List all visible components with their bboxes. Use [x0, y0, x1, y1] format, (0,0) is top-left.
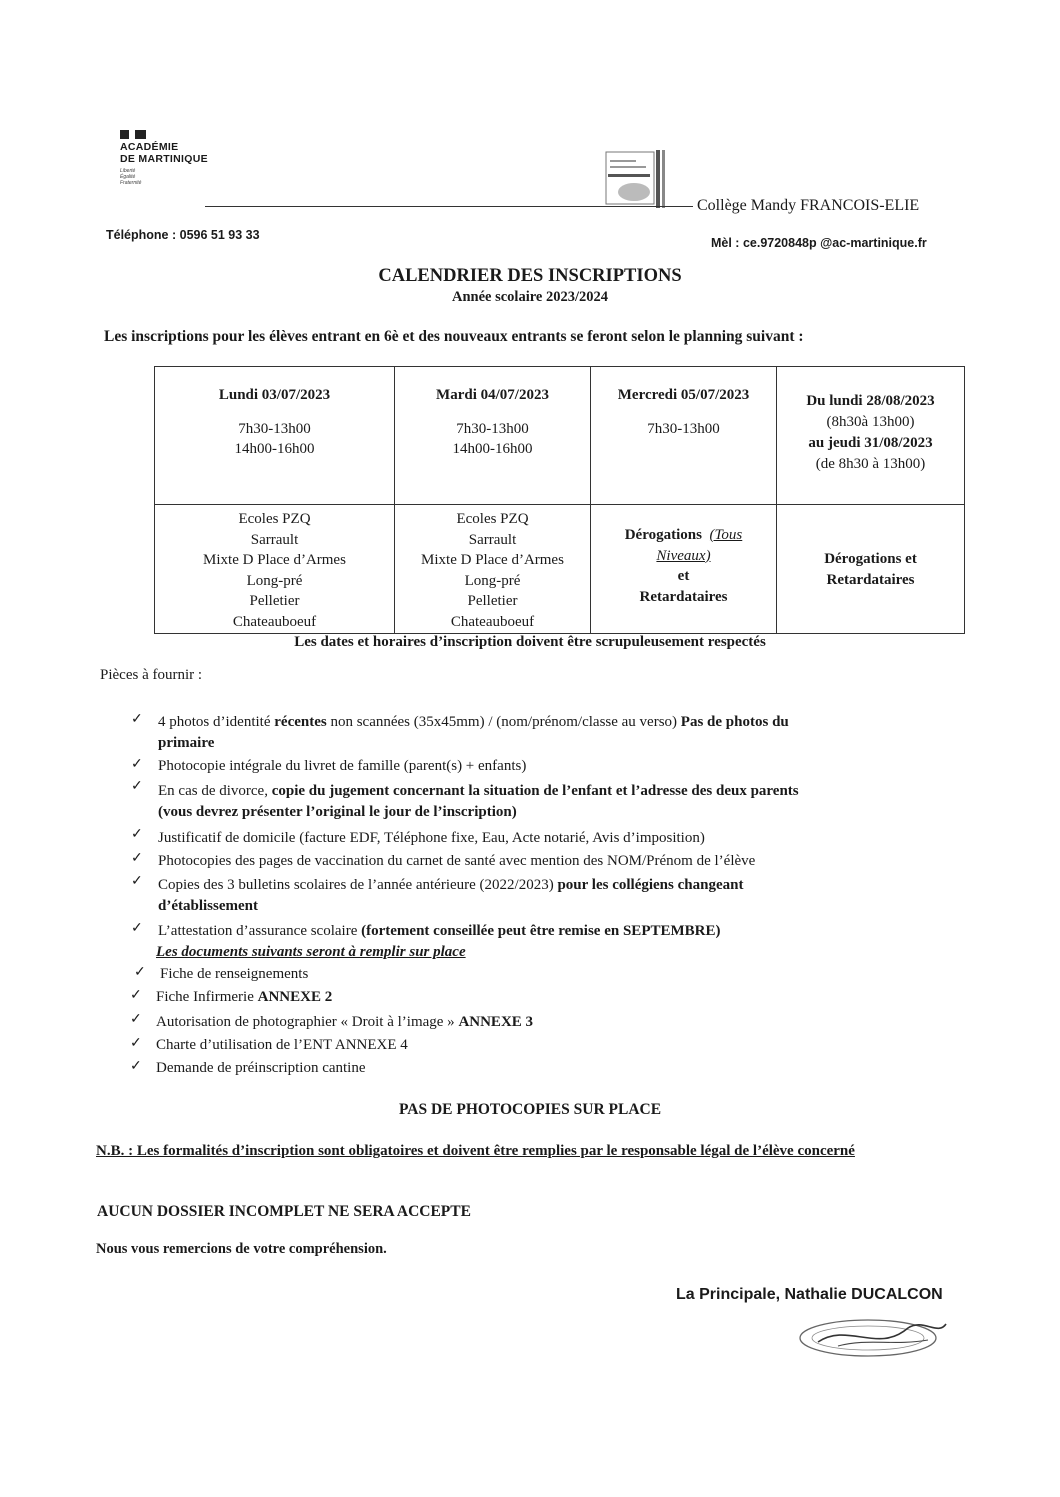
email: Mèl : ce.9720848p @ac-martinique.fr	[711, 236, 927, 250]
check-icon: ✓	[130, 1012, 142, 1027]
schedule-cell-wednesday: Mercredi 05/07/2023 7h30-13h00	[591, 367, 777, 505]
check-icon: ✓	[131, 874, 143, 889]
check-icon: ✓	[134, 965, 146, 980]
schedule-row-schools	[155, 505, 965, 634]
page-title: CALENDRIER DES INSCRIPTIONS	[378, 266, 682, 286]
list-item: Charte d’utilisation de l’ENT ANNEXE 4	[156, 1037, 408, 1053]
schedule-table	[154, 366, 965, 634]
schedule-row-dates	[155, 367, 965, 505]
list-item: Fiche de renseignements	[160, 966, 309, 982]
check-icon: ✓	[131, 712, 143, 727]
check-icon: ✓	[131, 827, 143, 842]
devise: Liberté Égalité Fraternité	[120, 168, 142, 186]
list-item: Justificatif de domicile (facture EDF, Téléphone fixe, Eau, Acte notarié, Avis d’imposition)	[158, 830, 705, 846]
check-icon: ✓	[131, 779, 143, 794]
respect-notice: Les dates et horaires d’inscription doivent être scrupuleusement respectés	[294, 634, 766, 650]
republique-logo-icon	[120, 130, 146, 139]
list-item: Photocopies des pages de vaccination du carnet de santé avec mention des NOM/Prénom de l’élève	[158, 853, 756, 869]
intro-text: Les inscriptions pour les élèves entrant en 6è et des nouveaux entrants se feront selon le planning suivant :	[104, 328, 804, 345]
list-item: En cas de divorce, copie du jugement concernant la situation de l’enfant et l’adresse des deux parents (vous devrez présenter l’original le jour de l’inscription)	[158, 783, 799, 820]
thanks-text: Nous vous remercions de votre compréhension.	[96, 1241, 387, 1257]
list-item: Photocopie intégrale du livret de famille (parent(s) + enfants)	[158, 758, 527, 774]
schedule-cell-schools-monday: Ecoles PZQ Sarrault Mixte D Place d’Armes Long-pré Pelletier Chateauboeuf	[155, 505, 395, 634]
check-icon: ✓	[130, 1036, 142, 1051]
list-item: Autorisation de photographier « Droit à l’image » ANNEXE 3	[156, 1014, 534, 1030]
signature-line: La Principale, Nathalie DUCALCON	[676, 1286, 943, 1303]
schedule-cell-late-august: Du lundi 28/08/2023 (8h30à 13h00) au jeudi 31/08/2023 (de 8h30 à 13h00)	[777, 367, 965, 505]
check-icon: ✓	[130, 1059, 142, 1074]
check-icon: ✓	[130, 988, 142, 1003]
list-item: Fiche Infirmerie ANNEXE 2	[156, 989, 333, 1005]
college-name: Collège Mandy FRANCOIS-ELIE	[697, 197, 920, 214]
college-logo-icon	[604, 150, 668, 208]
header-rule	[205, 206, 693, 207]
nb-notice: N.B. : Les formalités d’inscription sont obligatoires et doivent être remplies par le responsable légal de l’élève concerné	[96, 1143, 855, 1159]
page-subtitle: Année scolaire 2023/2024	[452, 289, 608, 305]
check-icon: ✓	[131, 757, 143, 772]
schedule-cell-derogations-august: Dérogations et Retardataires	[777, 505, 965, 634]
pieces-label: Pièces à fournir :	[100, 667, 203, 683]
check-icon: ✓	[131, 851, 143, 866]
list-item: 4 photos d’identité récentes non scannées (35x45mm) / (nom/prénom/classe au verso) Pas de photos du primaire	[158, 714, 789, 751]
schedule-cell-tuesday: Mardi 04/07/2023 7h30-13h00 14h00-16h00	[395, 367, 591, 505]
incomplete-file-notice: AUCUN DOSSIER INCOMPLET NE SERA ACCEPTE	[97, 1203, 471, 1220]
schedule-cell-derogations-wednesday: Dérogations (Tous Niveaux) et Retardataires	[591, 505, 777, 634]
academie-logo-text: ACADÉMIE DE MARTINIQUE	[120, 141, 208, 165]
check-icon: ✓	[131, 921, 143, 936]
schedule-cell-monday: Lundi 03/07/2023 7h30-13h00 14h00-16h00	[155, 367, 395, 505]
no-photocopies-notice: PAS DE PHOTOCOPIES SUR PLACE	[398, 1101, 662, 1118]
list-item: L’attestation d’assurance scolaire (fortement conseillée peut être remise en SEPTEMBRE)	[158, 923, 721, 939]
list-item: Demande de préinscription cantine	[156, 1060, 366, 1076]
list-item: Copies des 3 bulletins scolaires de l’année antérieure (2022/2023) pour les collégiens changeant d’établissement	[158, 877, 744, 914]
schedule-cell-schools-tuesday: Ecoles PZQ Sarrault Mixte D Place d’Armes Long-pré Pelletier Chateauboeuf	[395, 505, 591, 634]
telephone: Téléphone : 0596 51 93 33	[106, 228, 260, 242]
signature-stamp-icon	[798, 1316, 948, 1362]
on-site-documents-heading: Les documents suivants seront à remplir sur place	[156, 944, 466, 960]
